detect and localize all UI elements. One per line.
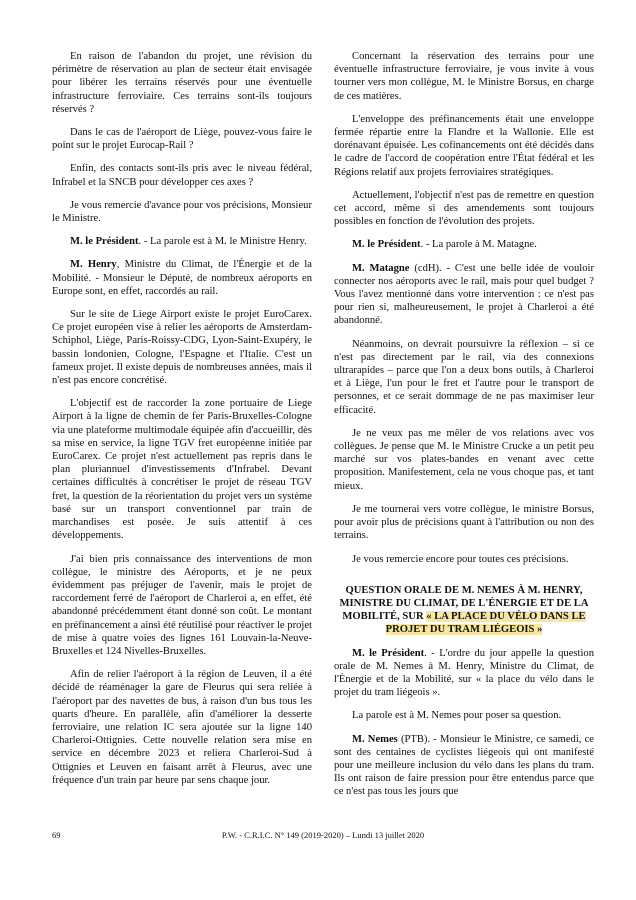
paragraph: L'objectif est de raccorder la zone portuaire de Liege Airport à la ligne de chemin de fer Paris-Bruxelles-Cologne via une plateforme multimodale équipée afin d'accueillir, dès sa mise en service, la ligne TGV fret européenne initiée par EuroCarex. Ce projet n'est actuellement pas repris dans le plan pluriannuel d'investissements d'Infrabel. Devant certaines difficultés à concrétiser le projet de réseau TGV fret, la question de la réorientation du projet vers un système basé sur un transport conventionnel par train de marchandises est posée. Je suis attentif à ces développements. — [52, 398, 312, 542]
speaker-name: M. le Président — [352, 647, 425, 659]
speech-text: . - L'ordre du jour appelle la question orale de M. Nemes à M. Henry, Ministre du Climat, de l'Énergie et de la Mobilité, sur « la place du vélo dans le projet du tram liégeois ». — [334, 647, 594, 699]
paragraph — [334, 647, 594, 700]
speaker-name: M. le Président — [70, 236, 139, 248]
speech-text: , Ministre du Climat, de l'Énergie et de la Mobilité. - Monsieur le Député, de nombreux aéroports en Europe sont, en effet, raccordés au rail. — [52, 259, 312, 297]
speech-text: (PTB). - Monsieur le Ministre, ce samedi, ce sont des centaines de cyclistes liégeois qui ont manifesté pour une meilleure inclusion du vélo dans les plans du tram. Ils ont raison de faire pression pour être entendus parce que ce n'est pas tous les jours que — [334, 733, 594, 798]
speech-text: . - La parole à M. Matagne. — [420, 239, 537, 251]
paragraph: Néanmoins, on devrait poursuivre la réflexion – si ce n'est pas directement par le rail, via des connexions ultrarapides – parce que l'on a deux bons outils, à Charleroi et à Liège, l'un pour le fret et l'autre pour le transport de personnes, et ce serait dommage de ne pas maximiser leur efficacité. — [334, 338, 594, 416]
paragraph: Je vous remercie encore pour toutes ces précisions. — [352, 553, 569, 565]
paragraph: Je vous remercie d'avance pour vos précisions, Monsieur le Ministre. — [52, 199, 312, 225]
paragraph: Sur le site de Liege Airport existe le projet EuroCarex. Ce projet européen vise à relier les aéroports de Amsterdam-Schiphol, Liège, Paris-Roissy-CDG, Lyon-Saint-Exupéry, le bassin londonien, Cologne, l'Espagne et l'Italie. C'est un fameux projet. Il existe depuis de nombreuses années, mais il n'est pas encore concrétisé. — [52, 309, 312, 387]
page-number: 69 — [52, 830, 61, 840]
paragraph: Je ne veux pas me mêler de vos relations avec vos collègues. Je pense que M. le Ministre Crucke a un petit peu marché sur vos plates-bandes en venant avec cette proposition. Manifestement, cela ne vous choque pas, et tant mieux. — [334, 427, 594, 492]
paragraph: J'ai bien pris connaissance des interventions de mon collègue, le ministre des Aéroports, et je ne peux évidemment pas préjuger de l'avenir, mais le projet de raccordement ferré de l'aéroport de Charleroi a, en effet, été abandonné précédemment étant donné son coût. Le montant en préfinancement a ainsi été réutilisé pour réactiver le projet de mise à quatre voies des lignes 161 Louvain-la-Neuve-Bruxelles et 124 Nivelles-Bruxelles. — [52, 553, 312, 657]
speaker-name: M. Nemes — [352, 733, 398, 745]
paragraph: L'enveloppe des préfinancements était une enveloppe fermée répartie entre la Flandre et la Wallonie. Elle est dorénavant épuisée. Les cofinancements ont été décidés dans le cadre de l'accord de coopération entre l'État fédéral et les Régions relatif aux projets ferroviaires stratégiques. — [334, 113, 594, 178]
paragraph: Je me tournerai vers votre collègue, le ministre Borsus, pour avoir plus de précisions quant à l'attribution ou non des terrains. — [334, 503, 594, 542]
paragraph: Concernant la réservation des terrains pour une éventuelle infrastructure ferroviaire, je vous invite à vous tourner vers mon collègue, M. le Ministre Borsus, en charge de ces matières. — [334, 51, 594, 102]
paragraph: Afin de relier l'aéroport à la région de Leuven, il a été décidé de réaménager la gare de Fleurus qui sera reliée à l'aéroport par des navettes de bus, à raison d'un bus tous les quarts d'heure. En parallèle, afin d'améliorer la desserte ferroviaire, une relation IC sera ajoutée sur la ligne 140 Charleroi-Ottignies. Cette nouvelle relation sera mise en service en décembre 2023 et reliera Charleroi-Sud à Ottignies et Leuven en faisant arrêt à Fleurus, avec une fréquence d'un train par heure par sens chaque jour. — [52, 669, 312, 786]
paragraph — [52, 258, 312, 298]
right-column — [334, 50, 594, 809]
question-title-highlight: « LA PLACE DU VÉLO DANS LE PROJET DU TRAM LIÉGEOIS » — [385, 611, 586, 636]
speech-text: (cdH). - C'est une belle idée de vouloir connecter nos aéroports avec le rail, mais pour quel budget ? Vous l'avez mentionné dans votre intervention : ce n'est pas pour rien si, malheureusement, le projet à Charleroi a été abandonné. — [334, 262, 594, 327]
paragraph: Actuellement, l'objectif n'est pas de remettre en question cet accord, même si des amendements sont toujours possibles en fonction de l'évolution des projets. — [334, 189, 594, 228]
paragraph — [334, 238, 594, 251]
paragraph — [334, 733, 594, 799]
speech-text: . - La parole est à M. le Ministre Henry. — [138, 236, 307, 248]
paragraph — [334, 262, 594, 328]
paragraph: En raison de l'abandon du projet, une révision du périmètre de réservation au plan de secteur était envisagée pour libérer les terrains réservés pour une éventuelle infrastructure ferroviaire. Ces terrains sont-ils toujours réservés ? — [52, 51, 312, 115]
footer-text: P.W. - C.R.I.C. N° 149 (2019-2020) – Lundi 13 juillet 2020 — [221, 830, 425, 840]
speaker-name: M. le Président — [352, 239, 421, 251]
paragraph: Enfin, des contacts sont-ils pris avec le niveau fédéral, Infrabel et la SNCB pour développer ces axes ? — [52, 163, 312, 188]
left-column — [52, 50, 312, 797]
question-title-prefix: QUESTION ORALE DE M. NEMES À M. HENRY, MINISTRE DU CLIMAT, DE L'ÉNERGIE ET DE LA MOBILITÉ, SUR — [339, 584, 589, 623]
question-title — [334, 584, 594, 637]
speaker-name: M. Matagne — [352, 262, 410, 274]
paragraph: La parole est à M. Nemes pour poser sa question. — [352, 710, 562, 722]
speaker-name: M. Henry — [70, 259, 117, 271]
paragraph — [52, 235, 312, 248]
paragraph: Dans le cas de l'aéroport de Liège, pouvez-vous faire le point sur le projet Eurocap-Rail ? — [52, 127, 312, 152]
